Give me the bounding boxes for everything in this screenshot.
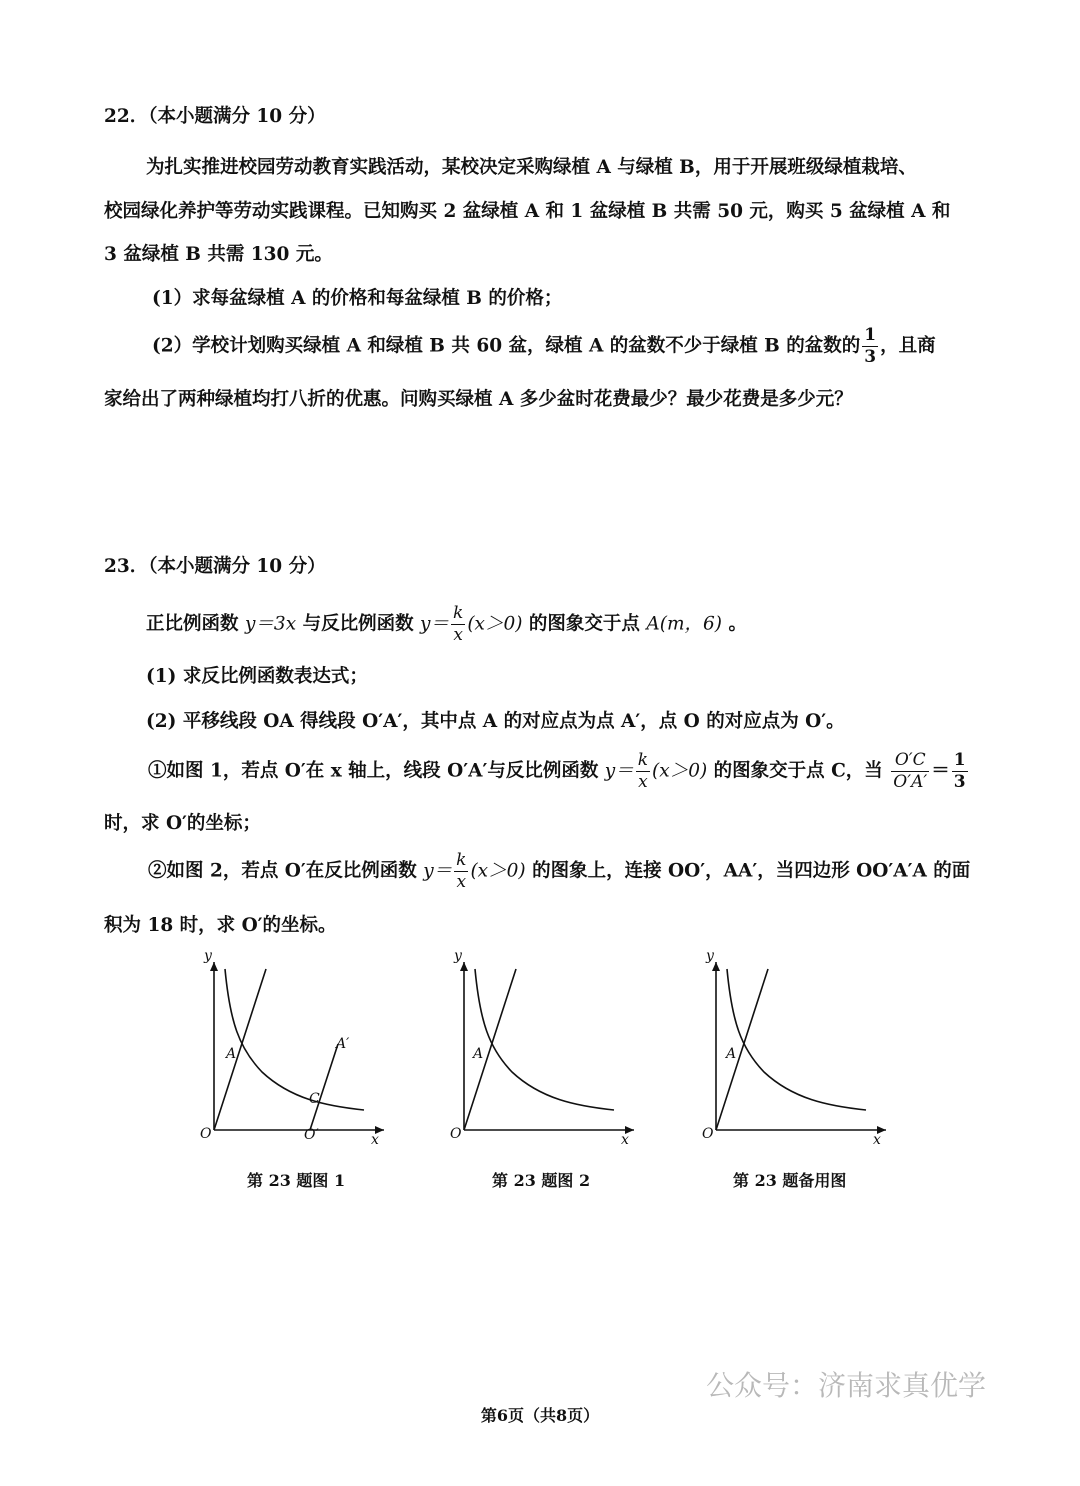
q22-header: 22．（本小题满分 10 分） [104,106,326,127]
q23-sub-2-line-2: 积为 18 时，求 O′的坐标。 [104,915,337,936]
q22-part-2-line-2: 家给出了两种绿植均打八折的优惠。问购买绿植 A 多少盆时花费最少？最少花费是多少元？ [104,389,853,410]
q23-sub-2-fraction-k-over-x [454,852,468,891]
q22-part-2-text-end: ，且商 [880,335,936,357]
figure-spare-caption: 第 23 题备用图 [733,1171,847,1190]
x-axis-label: x [621,1132,629,1148]
q23-header: 23．（本小题满分 10 分） [104,556,326,577]
fraction-denominator: x [638,772,648,792]
q22-part-1: (1）求每盆绿植 A 的价格和每盆绿植 B 的价格； [152,288,563,309]
line-oa [214,969,266,1130]
fraction-denominator: 3 [953,772,966,792]
figure-2-caption: 第 23 题图 2 [492,1171,591,1190]
x-axis-label: x [371,1132,379,1148]
q22-part-2-text: (2）学校计划购买绿植 A 和绿植 B 共 60 盆，绿植 A 的盆数不少于绿植 B 的盆数的 [152,335,861,357]
q22-fraction-one-third [862,327,878,366]
q23-fraction-k-over-x [451,605,465,644]
origin-label: O [200,1126,212,1142]
q23-point-a: A(m，6) [646,613,722,635]
fraction-numerator: 1 [864,325,877,345]
origin-label: O [702,1126,714,1142]
q23-sub-1-domain: (x＞0) [652,760,708,782]
q23-ratio-fraction [891,752,929,791]
q22-part-2-line-1 [152,327,936,366]
line-oa [716,969,768,1130]
equals-sign: ＝ [931,760,950,782]
figure-1-caption: 第 23 题图 1 [247,1171,346,1190]
point-a-label: A [726,1046,737,1062]
point-c-label: C [309,1091,320,1107]
point-a-label: A [226,1046,237,1062]
q23-sub-2-domain: (x＞0) [470,860,526,882]
fraction-denominator: x [456,872,467,892]
page-footer: 第6页（共8页） [480,1406,600,1425]
y-axis-label: y [454,952,462,964]
q22-para-line-3: 3 盆绿植 B 共需 130 元。 [104,244,333,265]
q23-sub-1-fraction-k-over-x [636,752,650,791]
q23-sub-1-line-2: 时，求 O′的坐标； [104,813,261,834]
q23-sub-1-text-2: 的图象交于点 C，当 [713,760,883,782]
point-a-prime-label: A′ [336,1036,350,1052]
origin-label: O [450,1126,462,1142]
fraction-numerator: k [637,750,649,770]
q23-sub-1-function-lhs: y＝ [604,760,634,782]
x-axis-label: x [873,1132,881,1148]
segment-o-prime-a-prime [310,1044,338,1130]
q23-sub-1-line-1 [148,752,970,791]
figure-spare-graph [688,952,893,1152]
q23-ratio-value [952,752,968,791]
figure-1 [186,952,391,1152]
figure-2-graph [436,952,641,1152]
point-a-label: A [473,1046,484,1062]
q22-para-line-2: 校园绿化养护等劳动实践课程。已知购买 2 盆绿植 A 和 1 盆绿植 B 共需 50 元，购买 5 盆绿植 A 和 [104,201,951,222]
q23-intro-end: 。 [728,613,747,635]
q23-domain-condition: (x＞0) [467,613,523,635]
fraction-numerator: O′C [891,752,929,772]
point-o-prime-label: O′ [304,1127,319,1143]
hyperbola-curve [475,969,614,1110]
hyperbola-curve [727,969,866,1110]
q23-part-1: (1) 求反比例函数表达式； [146,666,368,687]
watermark: 公众号：济南求真优学 [706,1369,987,1402]
q23-sub-2-text-2: 的图象上，连接 OO′，AA′，当四边形 OO′A′A 的面 [532,860,971,882]
y-axis-label: y [706,952,714,964]
q23-sub-1-text: ①如图 1，若点 O′在 x 轴上，线段 O′A′与反比例函数 [148,760,599,782]
q23-inverse-function-lhs: y＝ [420,613,449,635]
q23-sub-2-function-lhs: y＝ [423,860,453,882]
fraction-denominator: 3 [864,347,877,367]
q23-sub-2-text: ②如图 2，若点 O′在反比例函数 [148,860,417,882]
q23-part-2: (2) 平移线段 OA 得线段 O′A′，其中点 A 的对应点为点 A′，点 O 的对应点为 O′。 [146,711,845,732]
q23-sub-2-line-1 [148,852,970,891]
q23-linear-function: y＝3x [244,613,297,635]
fraction-numerator: 1 [953,750,966,770]
fraction-numerator: k [456,850,467,870]
fraction-denominator: x [453,625,463,645]
q23-intro-text: 正比例函数 [146,613,239,635]
q22-para-line-1: 为扎实推进校园劳动教育实践活动，某校决定采购绿植 A 与绿植 B，用于开展班级绿植栽培、 [146,157,917,178]
figure-2 [436,952,641,1152]
q23-intro-text-3: 的图象交于点 [528,613,640,635]
y-axis-label: y [204,952,212,964]
q23-intro-text-2: 与反比例函数 [302,613,414,635]
fraction-numerator: k [453,603,464,623]
fraction-denominator: O′A′ [893,772,928,792]
line-oa [464,969,516,1130]
figure-spare [688,952,893,1152]
q23-intro [146,605,747,644]
figure-1-graph [186,952,391,1152]
